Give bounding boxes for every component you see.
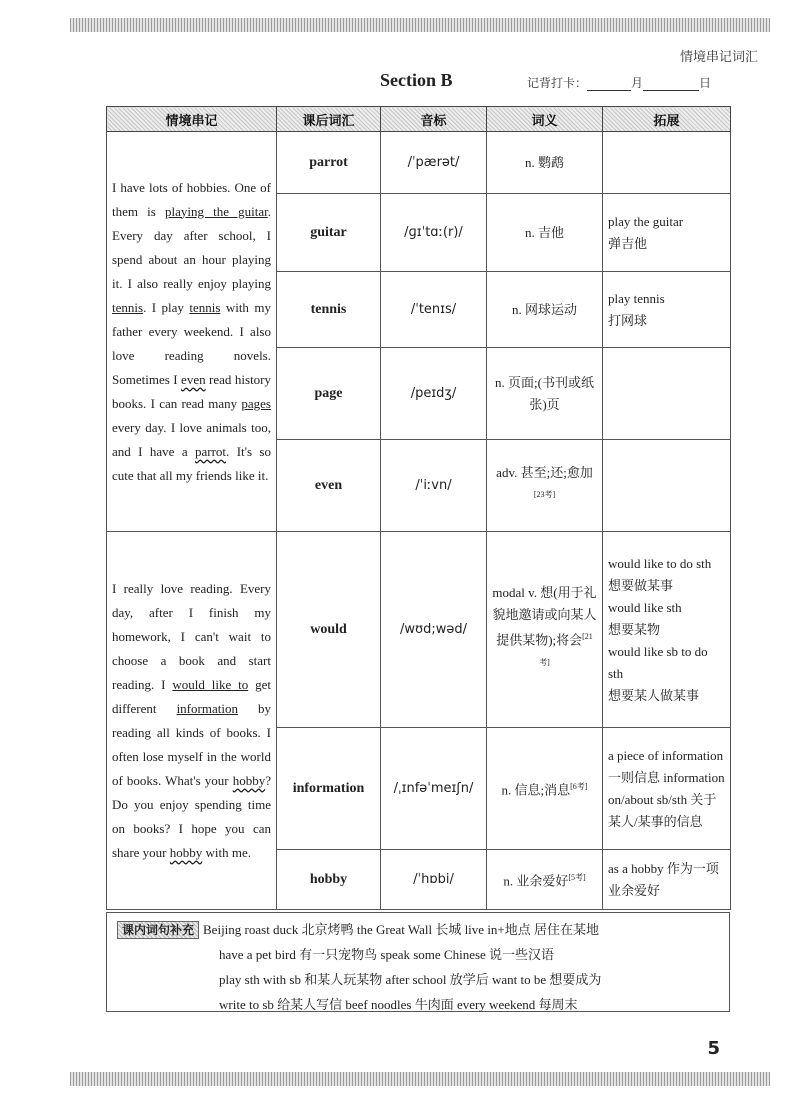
phonetic-even: /ˈiːvn/: [381, 440, 487, 532]
supplement-line-3: play sth with sb 和某人玩某物 after school 放学后 want to be 想要成为: [219, 972, 602, 987]
header-phonetic: 音标: [381, 107, 487, 132]
table-row: [107, 532, 731, 728]
exam-count: [23考]: [533, 489, 556, 499]
story-underline: tennis: [189, 299, 221, 315]
meaning-text: adv. 甚至;还;愈加: [496, 464, 593, 480]
top-texture-bar: [70, 18, 770, 32]
meaning-page: n. 页面;(书刊或纸张)页: [487, 348, 603, 440]
supplement-tag: 课内词句补充: [117, 921, 199, 939]
meaning-guitar: n. 吉他: [487, 194, 603, 272]
story-text: get different: [112, 676, 272, 716]
checkin-line: [527, 74, 711, 91]
month-label: 月: [631, 76, 644, 90]
category-label: 情境串记词汇: [679, 50, 758, 65]
meaning-parrot: n. 鹦鹉: [487, 132, 603, 194]
story-text: ? Do you enjoy spending time on books? I hope you can share your: [112, 772, 271, 860]
ext-empty: [603, 132, 731, 194]
story-text: . Every day after school, I spend about an hour playing it. I also really enjoy playing: [112, 203, 271, 291]
story-text: . It's so cute that all my friends like it.: [112, 443, 271, 483]
ext-guitar: [603, 194, 731, 272]
word-guitar: guitar: [277, 194, 381, 272]
story-underline: hobby: [232, 772, 266, 788]
ext-line: 打网球: [608, 312, 648, 328]
meaning-information: [487, 728, 603, 850]
header-meaning: 词义: [487, 107, 603, 132]
supplement-line-2: have a pet bird 有一只宠物鸟 speak some Chinese 说一些汉语: [219, 947, 555, 962]
ext-empty: [603, 440, 731, 532]
story-underline: information: [176, 700, 238, 716]
word-hobby: hobby: [277, 850, 381, 910]
supplement-line-1: [117, 917, 719, 942]
meaning-text: n. 信息;消息: [501, 782, 571, 798]
header-extension: 拓展: [603, 107, 731, 132]
story-text: with me.: [202, 844, 252, 860]
header-story: 情境串记: [107, 107, 277, 132]
meaning-text: n. 业余爱好: [503, 873, 569, 889]
word-parrot: parrot: [277, 132, 381, 194]
story-text: by reading all kinds of books. I often lose myself in the world of books. What's your: [112, 700, 271, 788]
phonetic-page: /peɪdʒ/: [381, 348, 487, 440]
story-underline: even: [181, 371, 206, 387]
phonetic-information: /ˌɪnfəˈmeɪʃn/: [381, 728, 487, 850]
day-blank[interactable]: [643, 78, 699, 91]
story-1: [107, 132, 277, 532]
word-would: would: [277, 532, 381, 728]
ext-hobby: as a hobby 作为一项业余爱好: [603, 850, 731, 910]
ext-empty: [603, 348, 731, 440]
table-row: [107, 132, 731, 194]
story-underline: parrot: [195, 443, 227, 459]
story-underline: hobby: [169, 844, 203, 860]
word-tennis: tennis: [277, 272, 381, 348]
word-even: even: [277, 440, 381, 532]
exam-count: [6考]: [570, 781, 588, 791]
ext-line: would like sth: [608, 599, 682, 615]
meaning-even: [487, 440, 603, 532]
exam-count: [21考]: [539, 632, 593, 667]
word-page: page: [277, 348, 381, 440]
story-underline: tennis: [112, 299, 144, 315]
story-text: with my father every weekend. I also love reading novels. Sometimes I: [112, 299, 271, 387]
ext-line: play tennis: [608, 290, 665, 306]
story-text: I really love reading. Every day, after I finish my homework, I can't wait to choose a book and start reading. I: [112, 580, 271, 692]
ext-line: 想要某物: [608, 621, 661, 637]
header-word: 课后词汇: [277, 107, 381, 132]
page-number: 5: [707, 1038, 720, 1059]
ext-information: a piece of information 一则信息 information on/about sb/sth 关于某人/某事的信息: [603, 728, 731, 850]
phonetic-hobby: /ˈhɒbi/: [381, 850, 487, 910]
supplement-line-4: write to sb 给某人写信 beef noodles 牛肉面 every weekend 每周末: [219, 997, 578, 1012]
story-underline: pages: [241, 395, 271, 411]
exam-count: [5考]: [568, 872, 586, 882]
day-label: 日: [699, 76, 712, 90]
vocab-table: [106, 106, 731, 910]
story-underline: playing the guitar: [164, 203, 268, 219]
phonetic-tennis: /ˈtenɪs/: [381, 272, 487, 348]
checkin-label: 记背打卡：: [527, 76, 588, 90]
phonetic-would: /wʊd;wəd/: [381, 532, 487, 728]
table-header-row: [107, 107, 731, 132]
story-text: every day. I love animals too, and I have a: [112, 419, 271, 459]
phonetic-guitar: /ɡɪˈtɑː(r)/: [381, 194, 487, 272]
supplement-box: [106, 912, 730, 1012]
phonetic-parrot: /ˈpærət/: [381, 132, 487, 194]
story-text: . I play: [143, 299, 190, 315]
ext-tennis: [603, 272, 731, 348]
ext-line: would like sb to do sth: [608, 643, 708, 681]
ext-line: 弹吉他: [608, 235, 648, 251]
section-title: Section B: [380, 70, 453, 90]
meaning-tennis: n. 网球运动: [487, 272, 603, 348]
ext-line: would like to do sth: [608, 555, 712, 571]
supplement-text: Beijing roast duck 北京烤鸭 the Great Wall 长城 live in+地点 居住在某地: [203, 922, 600, 937]
meaning-hobby: [487, 850, 603, 910]
word-information: information: [277, 728, 381, 850]
story-2: [107, 532, 277, 910]
ext-line: 想要某人做某事: [608, 687, 700, 703]
meaning-text: modal v. 想(用于礼貌地邀请或向某人提供某物);将会: [492, 585, 597, 648]
story-text: read history books. I can read many: [112, 371, 272, 411]
bottom-texture-bar: [70, 1072, 770, 1086]
story-text: I have lots of hobbies. One of them is: [112, 179, 271, 219]
story-underline: would like to: [172, 676, 249, 692]
ext-line: 想要做某事: [608, 577, 674, 593]
meaning-would: [487, 532, 603, 728]
month-blank[interactable]: [587, 78, 631, 91]
ext-would: [603, 532, 731, 728]
ext-line: play the guitar: [608, 213, 684, 229]
